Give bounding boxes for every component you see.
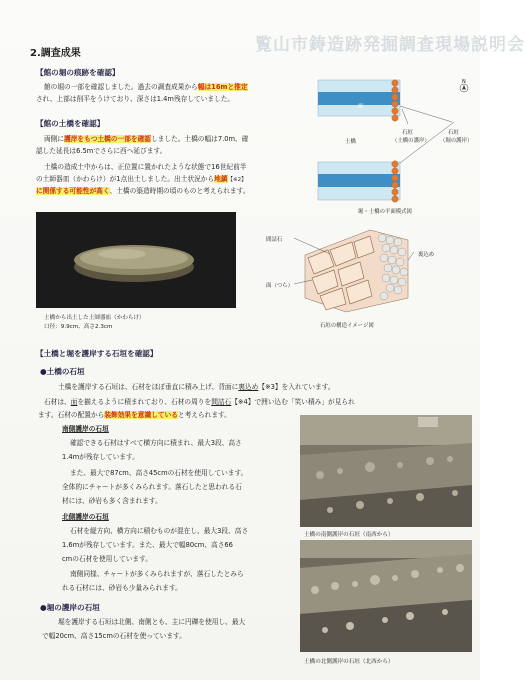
plan-north-label: N (462, 79, 466, 85)
kawarake-photo (36, 212, 236, 308)
south-line3: また、最大で87cm、高さ45cmの石材を使用しています。 (70, 469, 248, 477)
wall-caption: 石垣の構造イメージ図 (320, 323, 374, 329)
ishigaki-line2: 石材は、面を揃えるように積まれており、石材の周りを間詰石【※4】で囲い込む「笑い積み」が見られ (44, 398, 355, 406)
plate-caption-2: 口径：9.9cm、高さ2.3cm (44, 324, 113, 330)
highlight-possibility: に関係する可能性が高く (36, 187, 110, 195)
heading-dobashi: 【館の土橋を確認】 (36, 119, 105, 128)
photo-north-ishigaki (300, 540, 472, 652)
subheading-moat-ishigaki: ●堀の護岸の石垣 (40, 603, 100, 612)
subheading-dobashi-ishigaki: ●土橋の石垣 (40, 367, 85, 376)
highlight-decoration: 装飾効果を意識している (104, 411, 178, 419)
wall-label-madzume: 間詰石 (266, 237, 283, 243)
plan-label-ishigaki-sub: （土橋の護岸） (392, 138, 430, 144)
highlight-dobashi: 護岸をもつ土橋の一部を確認 (64, 135, 151, 143)
paragraph-dobashi-line2: 認した延長は6.5mでさらに西へ延びます。 (36, 147, 167, 155)
plan-caption: 堀・土橋の平面模式図 (358, 209, 412, 215)
wall-label-urakome: 裏込め (418, 252, 435, 258)
plan-label-land: 土橋 (345, 139, 356, 145)
paragraph-find-line3: に関係する可能性が高く、土橋の築造時期の頃のものと考えられます。 (36, 187, 250, 195)
term-urakome: 裏込め (238, 383, 259, 391)
south-title: 南側護岸の石垣 (62, 425, 109, 433)
photo-south-ishigaki (300, 415, 472, 527)
ishigaki-line1: 土橋を護岸する石垣は、石材をほぼ垂直に積み上げ、背面に裏込め【※3】を入れています。 (58, 383, 335, 391)
north-line2: 1.6mが残存しています。また、最大で幅80cm、高さ66 (62, 541, 233, 549)
wall-label-tsura: 面（つら） (266, 283, 293, 289)
moat-line2: で幅20cm、高さ15cmの石材を使っています。 (42, 632, 186, 640)
moat-line1: 堀を護岸する石垣は北側、南側とも、主に円礫を使用し、最大 (58, 618, 246, 626)
plan-label-moat: 堀 (358, 104, 364, 110)
heading-moat: 【館の堀の痕跡を確認】 (36, 68, 120, 77)
term-madzume: 間詰石 (211, 398, 232, 406)
paragraph-dobashi-line1: 両側に護岸をもつ土橋の一部を確認しました。土橋の幅は7.0m、確 (44, 135, 249, 143)
north-line4: 南側同様、チャートが多くみられますが、落石したとみら (70, 570, 244, 578)
north-line5: れる石材には、砂岩も少量みられます。 (62, 584, 182, 592)
plan-label-ishigaki: 石垣 (402, 130, 413, 136)
section-title: 2.調査成果 (30, 48, 81, 59)
paragraph-find-line1: 土橋の造成土中からは、正位置に置かれたような状態で16世紀前半 (44, 163, 247, 171)
north-line1: 石材を縦方向、横方向に積むものが混在し、最大3段、高さ (70, 527, 249, 535)
south-line1: 確認できる石材はすべて横方向に積まれ、最大3段、高さ (70, 439, 242, 447)
south-line4: 全体的にチャートが多くみられます。落石したと思われる石 (62, 483, 242, 491)
paragraph-moat-line1: 館の堀の一部を確認しました。過去の調査成果から幅は16mと推定 (44, 83, 248, 91)
photo1-caption: 土橋の南側護岸の石垣（南西から） (304, 532, 394, 538)
south-line5: 材には、砂岩も多く含まれます。 (62, 497, 162, 505)
plan-label-ishigaki2: 石垣 (448, 130, 459, 136)
highlight-jichin: 地鎮 (214, 175, 228, 183)
paragraph-moat-line2: され、上部は削平をうけており、深さは1.4m残存していました。 (36, 95, 235, 103)
photo2-caption: 土橋の北側護岸の石垣（北西から） (304, 659, 394, 665)
north-line3: cmの石材を使用しています。 (62, 555, 152, 563)
term-tsura: 面 (70, 398, 78, 406)
plan-label-ishigaki2-sub: （堀の護岸） (440, 138, 473, 144)
south-line2: 1.4mが残存しています。 (62, 453, 139, 461)
highlight-moat-width: 幅は16mと推定 (197, 83, 248, 91)
paragraph-find-line2: の土師器皿（かわらけ）が1点出土しました。出土状況から地鎮【※2】 (36, 175, 247, 183)
plate-caption-1: 土橋から出土した土師器皿（かわらけ） (44, 315, 145, 321)
heading-ishigaki: 【土橋と堀を護岸する石垣を確認】 (36, 349, 158, 358)
north-title: 北側護岸の石垣 (62, 513, 109, 521)
stone-wall-diagram (290, 220, 415, 315)
ishigaki-line3: ます。石材の配置から装飾効果を意識していると考えられます。 (38, 411, 231, 419)
background-watermark: 覧山市鋳造跡発掘調査現場説明会 (255, 35, 525, 55)
